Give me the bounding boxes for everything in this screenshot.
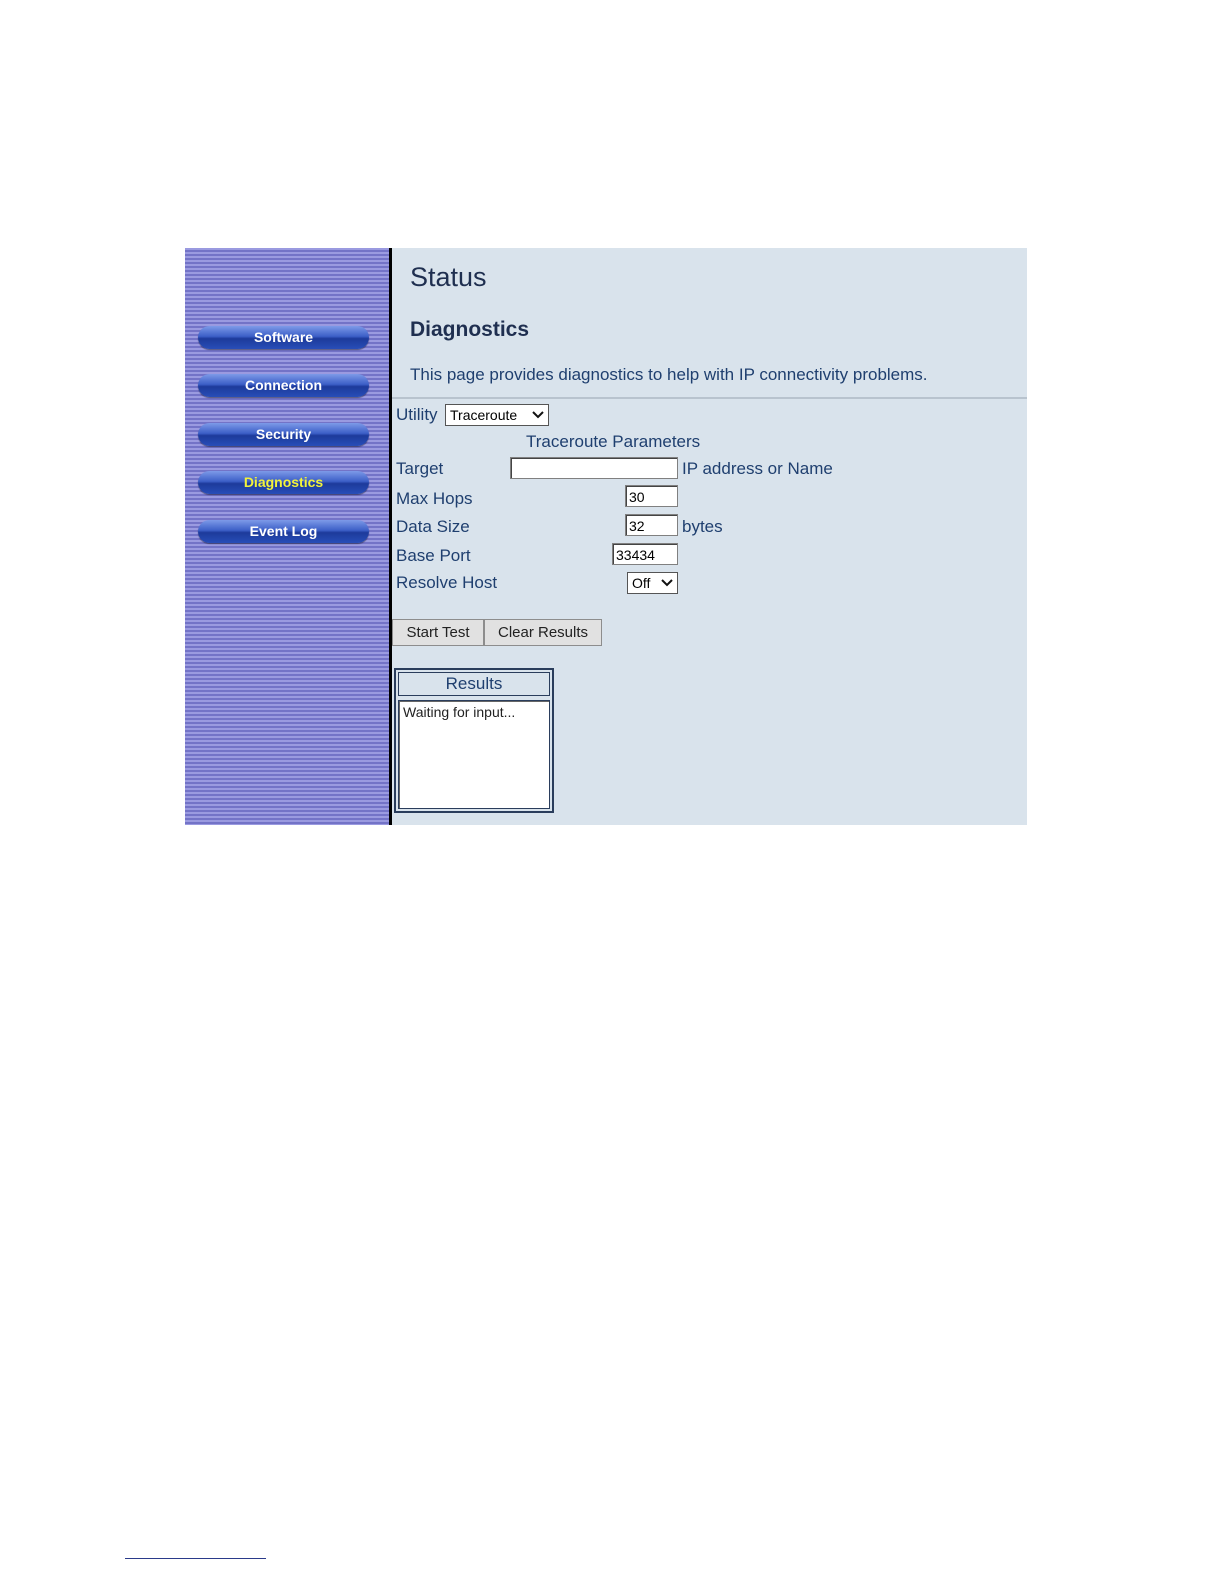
results-panel	[394, 668, 554, 813]
utility-label: Utility	[396, 405, 438, 424]
section-title: Diagnostics	[410, 318, 530, 341]
footnote-divider	[125, 1558, 266, 1559]
resolve-host-label: Resolve Host	[396, 573, 498, 592]
max-hops-label: Max Hops	[396, 489, 473, 508]
chevron-down-icon	[532, 410, 544, 420]
target-label: Target	[396, 459, 444, 478]
router-status-page	[185, 248, 1027, 825]
max-hops-input[interactable]: 30	[625, 485, 678, 507]
sidebar	[185, 248, 389, 825]
results-textarea[interactable]: Waiting for input...	[398, 700, 550, 809]
start-test-button[interactable]: Start Test	[392, 619, 484, 646]
resolve-host-select[interactable]	[627, 572, 678, 594]
sidebar-item-diagnostics[interactable]: Diagnostics	[198, 471, 369, 494]
resolve-host-select-value: Off	[632, 575, 651, 591]
chevron-down-icon	[661, 578, 673, 588]
base-port-label: Base Port	[396, 546, 471, 565]
data-size-input[interactable]: 32	[625, 514, 678, 536]
sidebar-item-event-log[interactable]: Event Log	[198, 520, 369, 543]
target-hint: IP address or Name	[682, 459, 833, 478]
data-size-unit: bytes	[682, 517, 723, 536]
utility-select[interactable]	[445, 404, 549, 426]
page-title: Status	[410, 262, 487, 292]
utility-select-value: Traceroute	[450, 407, 518, 423]
base-port-input[interactable]: 33434	[612, 543, 678, 565]
clear-results-button[interactable]: Clear Results	[484, 619, 602, 646]
results-heading: Results	[398, 672, 550, 696]
main-content	[392, 248, 1027, 825]
sidebar-item-security[interactable]: Security	[198, 423, 369, 446]
params-heading: Traceroute Parameters	[526, 432, 701, 451]
sidebar-item-software[interactable]: Software	[198, 326, 369, 349]
target-input[interactable]	[510, 457, 678, 479]
data-size-label: Data Size	[396, 517, 470, 536]
header-divider	[392, 397, 1027, 399]
sidebar-item-connection[interactable]: Connection	[198, 374, 369, 397]
page-description: This page provides diagnostics to help with IP connectivity problems.	[410, 365, 928, 384]
